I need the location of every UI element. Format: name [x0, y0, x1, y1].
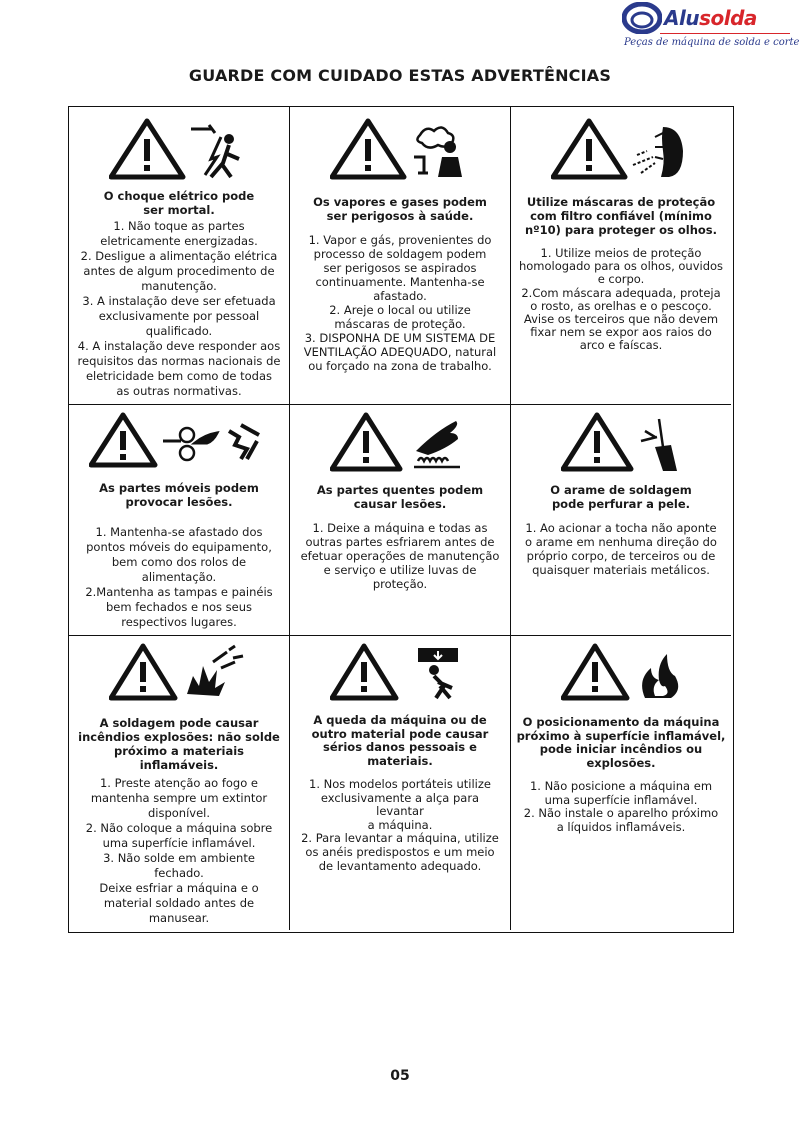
moving-parts-icon — [89, 411, 269, 469]
logo-name: Alusolda — [664, 6, 757, 30]
warning-cell-mask: Utilize máscaras de proteção com filtro confiável (mínimo nº10) para proteger os olhos. 1. Utilize meios de proteção homologado para os olhos, ouvidos e corpo. 2.Com máscara adequada, proteja o rosto, as orelhas e o pescoço. Avise os terceiros que não devem fixar nem se expor aos raios do arco e faíscas. — [511, 107, 731, 405]
page-number: 05 — [390, 1068, 410, 1084]
logo-swoosh-icon — [622, 2, 662, 34]
electric-shock-icon — [109, 117, 249, 181]
warnings-table — [68, 106, 734, 933]
warning-cell-explosion: A soldagem pode causar incêndios explosões: não solde próximo a materiais inflamáveis. 1. Preste atenção ao fogo e mantenha sempre um extintor disponível. 2. Não coloque a máquina sobre uma superfície inflamável. 3. Não solde em ambiente fechado. Deixe esfriar a máquina e o material soldado antes de manusear. — [69, 636, 290, 930]
warning-cell-electric-shock: O choque elétrico pode ser mortal. 1. Não toque as partes eletricamente energizadas. 2. Desligue a alimentação elétrica antes de algum procedimento de manutenção. 3. A instalação deve ser efetuada exclusivamente por pessoal qualificado. 4. A instalação deve responder aos requisitos das normas nacionais de eletricidade bem como de todas as outras normativas. — [69, 107, 290, 405]
warning-cell-wire: O arame de soldagem pode perfurar a pele. 1. Ao acionar a tocha não aponte o arame em nenhuma direção do próprio corpo, de terceiros ou de quaisquer materiais metálicos. — [511, 405, 731, 636]
brand-logo — [620, 2, 800, 52]
welding-mask-icon — [551, 117, 691, 181]
explosion-icon — [109, 642, 249, 702]
logo-divider — [660, 33, 790, 34]
warning-cell-hot-parts: As partes quentes podem causar lesões. 1. Deixe a máquina e todas as outras partes esfriarem antes de efetuar operações de manutenção e serviço e utilize luvas de proteção. — [290, 405, 511, 636]
wire-puncture-icon — [561, 411, 681, 473]
fumes-gases-icon — [330, 117, 470, 181]
falling-machine-icon — [330, 642, 470, 702]
hot-parts-icon — [330, 411, 470, 473]
logo-tagline: Peças de máquina de solda e corte — [624, 37, 800, 48]
warning-cell-falling: A queda da máquina ou de outro material pode causar sérios danos pessoais e materiais. 1. Nos modelos portáteis utilize exclusivamente a alça para levantar a máquina. 2. Para levantar a máquina, utilize os anéis predispostos e um meio de levantamento adequado. — [290, 636, 511, 930]
warning-cell-moving-parts: As partes móveis podem provocar lesões. 1. Mantenha-se afastado dos pontos móveis do equipamento, bem como dos rolos de alimentação. 2.Mantenha as tampas e painéis bem fechados e nos seus respectivos lugares. — [69, 405, 290, 636]
warning-cell-fumes: Os vapores e gases podem ser perigosos à saúde. 1. Vapor e gás, provenientes do processo de soldagem podem ser perigosos se aspirados continuamente. Mantenha-se afastado. 2. Areje o local ou utilize máscaras de proteção. 3. DISPONHA DE UM SISTEMA DE VENTILAÇÃO ADEQUADO, natural ou forçado na zona de trabalho. — [290, 107, 511, 405]
flammable-surface-icon — [561, 642, 681, 702]
warning-cell-flammable: O posicionamento da máquina próximo à superfície inflamável, pode iniciar incêndios ou explosões. 1. Não posicione a máquina em uma superfície inflamável. 2. Não instale o aparelho próximo a líquidos inflamáveis. — [511, 636, 731, 930]
page-title: GUARDE COM CUIDADO ESTAS ADVERTÊNCIAS — [188, 66, 612, 85]
